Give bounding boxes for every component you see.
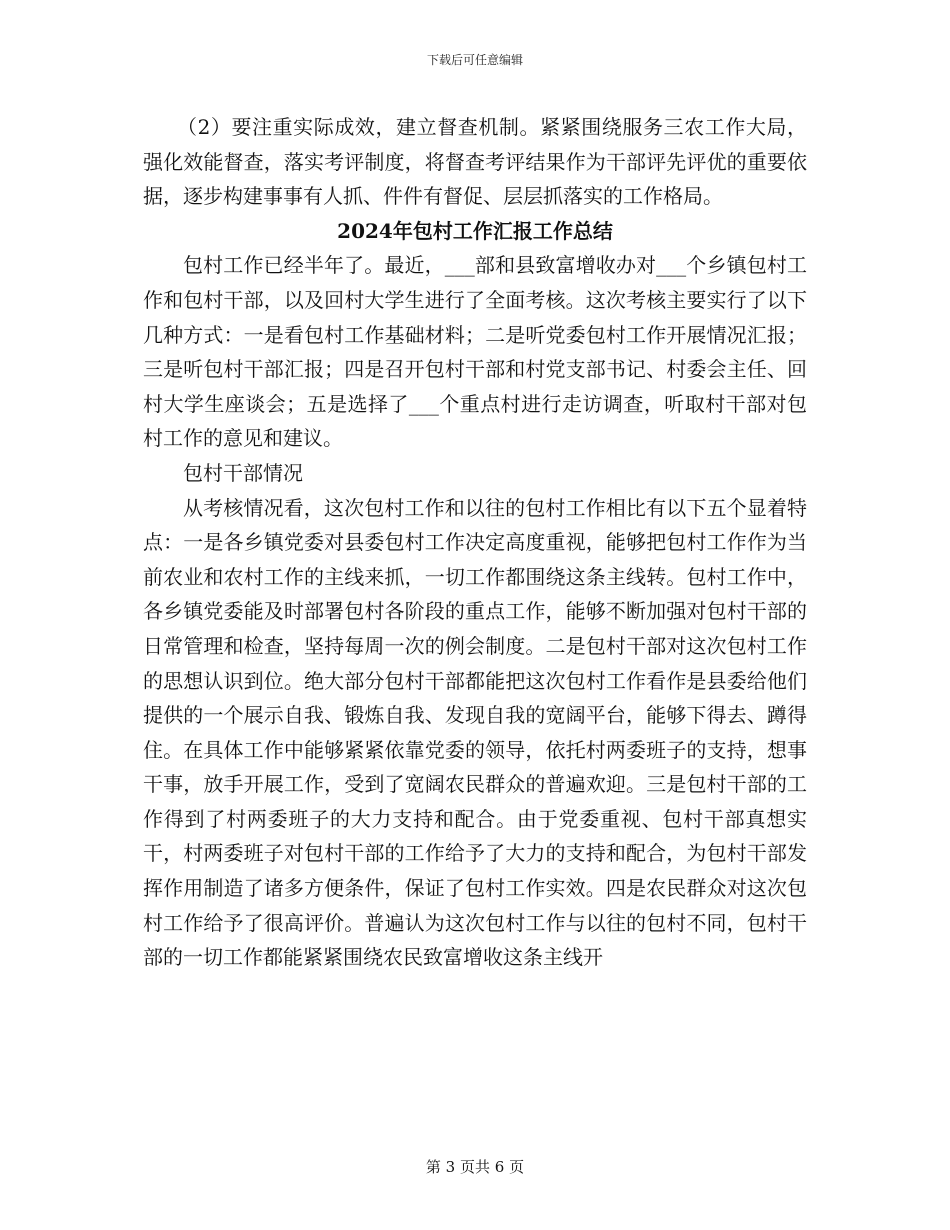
section-heading-cadres: 包村干部情况 bbox=[183, 460, 303, 485]
page-number-footer: 第 3 页共 6 页 bbox=[425, 1158, 525, 1176]
page-header-note: 下载后可任意编辑 bbox=[426, 53, 523, 67]
paragraph-supervision: （2）要注重实际成效，建立督查机制。紧紧围绕服务三农工作大局，强化效能督查，落实考评制度，将督查考评结果作为干部评先评优的重要依据，逐步构建事事有人抓、件件有督促、层层抓落实的工作格局。 bbox=[143, 115, 807, 209]
paragraph-cadres-features: 从考核情况看，这次包村工作和以往的包村工作相比有以下五个显着特点：一是各乡镇党委对县委包村工作决定高度重视，能够把包村工作作为当前农业和农村工作的主线来抓，一切工作都围绕这条主线转。包村工作中，各乡镇党委能及时部署包村各阶段的重点工作，能够不断加强对包村干部的日常管理和检查，坚持每周一次的例会制度。二是包村干部对这次包村工作的思想认识到位。绝大部分包村干部都能把这次包村工作看作是县委给他们提供的一个展示自我、锻炼自我、发现自我的宽阔平台，能够下得去、蹲得住。在具体工作中能够紧紧依靠党委的领导，依托村两委班子的支持，想事干事，放手开展工作，受到了宽阔农民群众的普遍欢迎。三是包村干部的工作得到了村两委班子的大力支持和配合。由于党委重视、包村干部真想实干，村两委班子对包村干部的工作给予了大力的支持和配合，为包村干部发挥作用制造了诸多方便条件，保证了包村工作实效。四是农民群众对这次包村工作给予了很高评价。普遍认为这次包村工作与以往的包村不同，包村干部的一切工作都能紧紧围绕农民致富增收这条主线开 bbox=[143, 495, 807, 970]
document-body bbox=[143, 110, 807, 975]
document-title: 2024年包村工作汇报工作总结 bbox=[337, 218, 613, 243]
paragraph-assessment-intro: 包村工作已经半年了。最近，___部和县致富增收办对___个乡镇包村工作和包村干部，以及回村大学生进行了全面考核。这次考核主要实行了以下几种方式：一是看包村工作基础材料；二是听党委包村工作开展情况汇报；三是听包村干部汇报；四是召开包村干部和村党支部书记、村委会主任、回村大学生座谈会；五是选择了___个重点村进行走访调查，听取村干部对包村工作的意见和建议。 bbox=[143, 253, 807, 451]
